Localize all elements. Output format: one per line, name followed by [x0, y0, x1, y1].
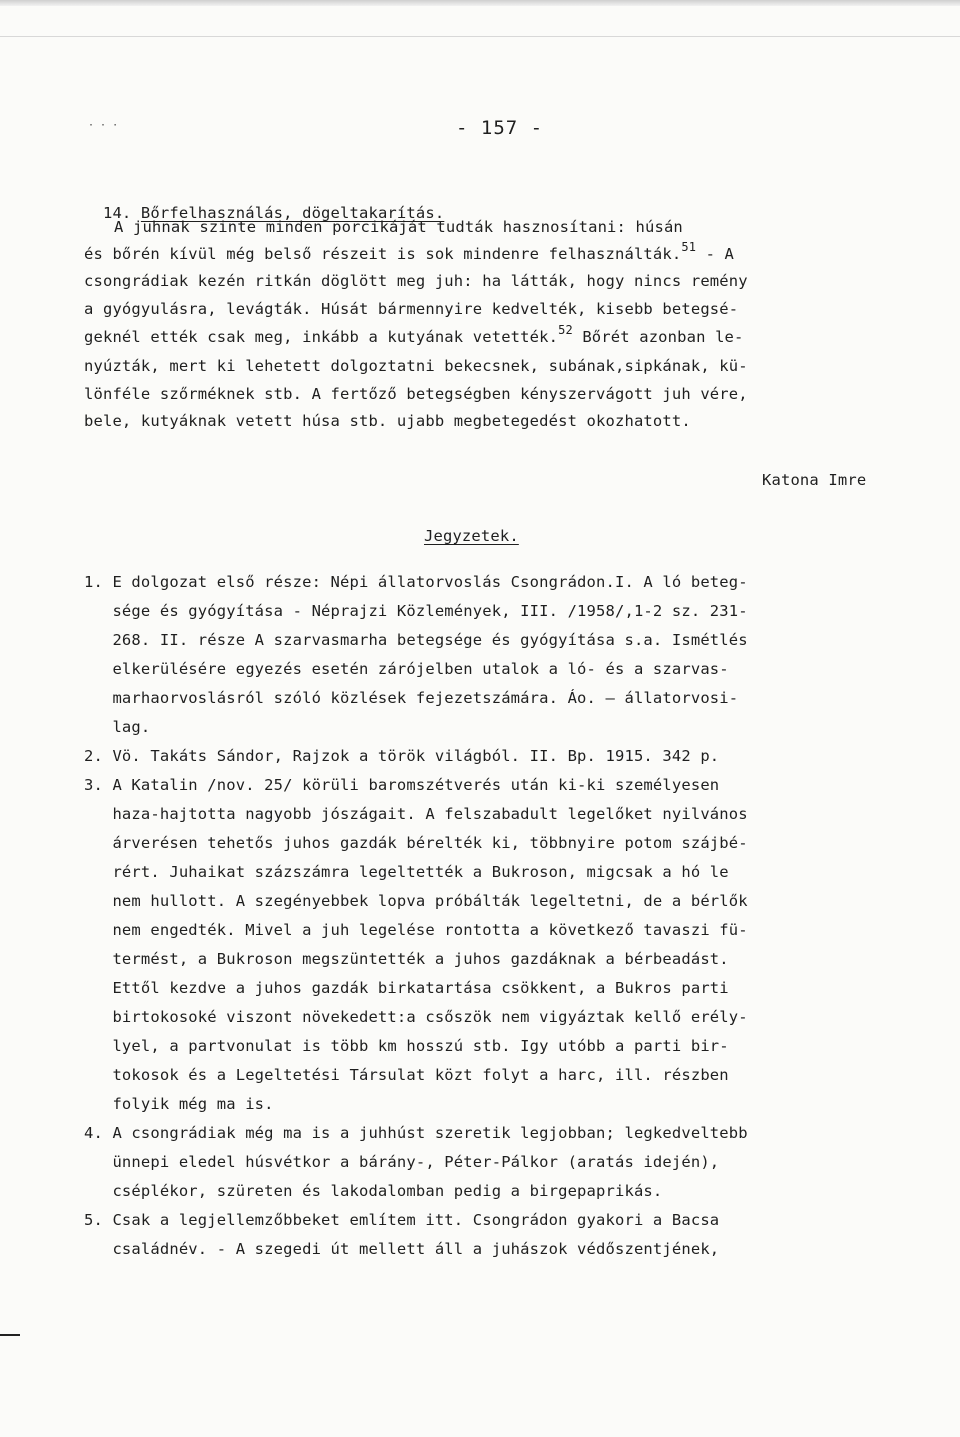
footnote-ref: 51 [681, 240, 697, 254]
note-line: termést, a Bukroson megszüntették a juhos gazdáknak a bérbeadást. [84, 950, 729, 968]
note-line: 1. E dolgozat első része: Népi állatorvoslás Csongrádon.I. A ló beteg- [84, 573, 748, 591]
note-line: árverésen tehetős juhos gazdák bérelték ki, többnyire potom szájbé- [84, 834, 748, 852]
scan-speck: · · · [88, 120, 119, 131]
body-line: geknél ették csak meg, inkább a kutyának vetették.$^{52}$ Bőrét azonban le- [84, 323, 744, 346]
scan-top-edge [0, 0, 960, 6]
note-line: marhaorvoslásról szóló közlések fejezetszámára. Áo. — állatorvosi- [84, 689, 739, 707]
body-line: és bőrén kívül még belső részeit is sok mindenre felhasználták.$^{51}$ - A [84, 240, 735, 263]
note-line: 3. A Katalin /nov. 25/ körüli baromszétverés után ki-ki személyesen [84, 776, 720, 794]
body-line: A juhnak szinte minden porcikáját tudták hasznosítani: húsán [114, 218, 683, 236]
note-line: cséplékor, szüreten és lakodalomban pedig a birgepaprikás. [84, 1182, 663, 1200]
body-line: nyúzták, mert ki lehetett dolgoztatni bekecsnek, subának,sipkának, kü- [84, 357, 748, 375]
body-line: csongrádiak kezén ritkán döglött meg juh: ha látták, hogy nincs remény [84, 272, 748, 290]
note-line: ünnepi eledel húsvétkor a bárány-, Péter-Pálkor (aratás idején), [84, 1153, 720, 1171]
note-line: elkerülésére egyezés esetén zárójelben utalok a ló- és a szarvas- [84, 660, 729, 678]
note-line: rért. Juhaikat százszámra legeltették a Bukroson, migcsak a hó le [84, 863, 729, 881]
body-line: lönféle szőrméknek stb. A fertőző betegségben kényszervágott juh vére, [84, 385, 748, 403]
note-line: nem engedték. Mivel a juh legelése rontotta a következő tavaszi fü- [84, 921, 748, 939]
note-line: családnév. - A szegedi út mellett áll a juhászok védőszentjének, [84, 1240, 720, 1258]
note-line: sége és gyógyítása - Néprajzi Közlemények, III. /1958/,1-2 sz. 231- [84, 602, 748, 620]
page-number: - 157 - [456, 117, 544, 139]
footnote-ref: 52 [558, 323, 573, 337]
section-number: 14. [102, 204, 132, 222]
note-line: haza-hajtotta nagyobb jószágait. A felszabadult legelőket nyilvános [84, 805, 748, 823]
note-line: lag. [84, 718, 151, 736]
note-line: Ettől kezdve a juhos gazdák birkatartása csökkent, a Bukros parti [84, 979, 729, 997]
note-line: folyik még ma is. [84, 1095, 274, 1113]
section-title: Bőrfelhasználás, dögeltakarítás. [140, 204, 445, 222]
note-line: nem hullott. A szegényebbek lopva próbálták legeltetni, de a bérlők [84, 892, 748, 910]
note-line: 4. A csongrádiak még ma is a juhhúst szeretik legjobban; legkedveltebb [84, 1124, 748, 1142]
author-signature: Katona Imre [762, 471, 867, 489]
body-line: bele, kutyáknak vetett húsa stb. ujabb megbetegedést okozhatott. [84, 412, 691, 430]
body-line: a gyógyulásra, levágták. Húsát bármennyire kedvelték, kisebb betegsé- [84, 300, 739, 318]
note-line: tokosok és a Legeltetési Társulat közt folyt a harc, ill. részben [84, 1066, 729, 1084]
scan-artifact-line [0, 36, 960, 37]
note-line: birtokosoké viszont növekedett:a csőszök nem vigyáztak kellő erély- [84, 1008, 748, 1026]
note-line: 268. II. része A szarvasmarha betegsége és gyógyítása s.a. Ismétlés [84, 631, 748, 649]
note-line: 2. Vö. Takáts Sándor, Rajzok a török világból. II. Bp. 1915. 342 p. [84, 747, 720, 765]
notes-heading: Jegyzetek. [424, 527, 519, 545]
margin-mark [0, 1334, 20, 1336]
note-line: 5. Csak a legjellemzőbbeket említem itt. Csongrádon gyakori a Bacsa [84, 1211, 720, 1229]
note-line: lyel, a partvonulat is több km hosszú stb. Igy utóbb a parti bir- [84, 1037, 729, 1055]
